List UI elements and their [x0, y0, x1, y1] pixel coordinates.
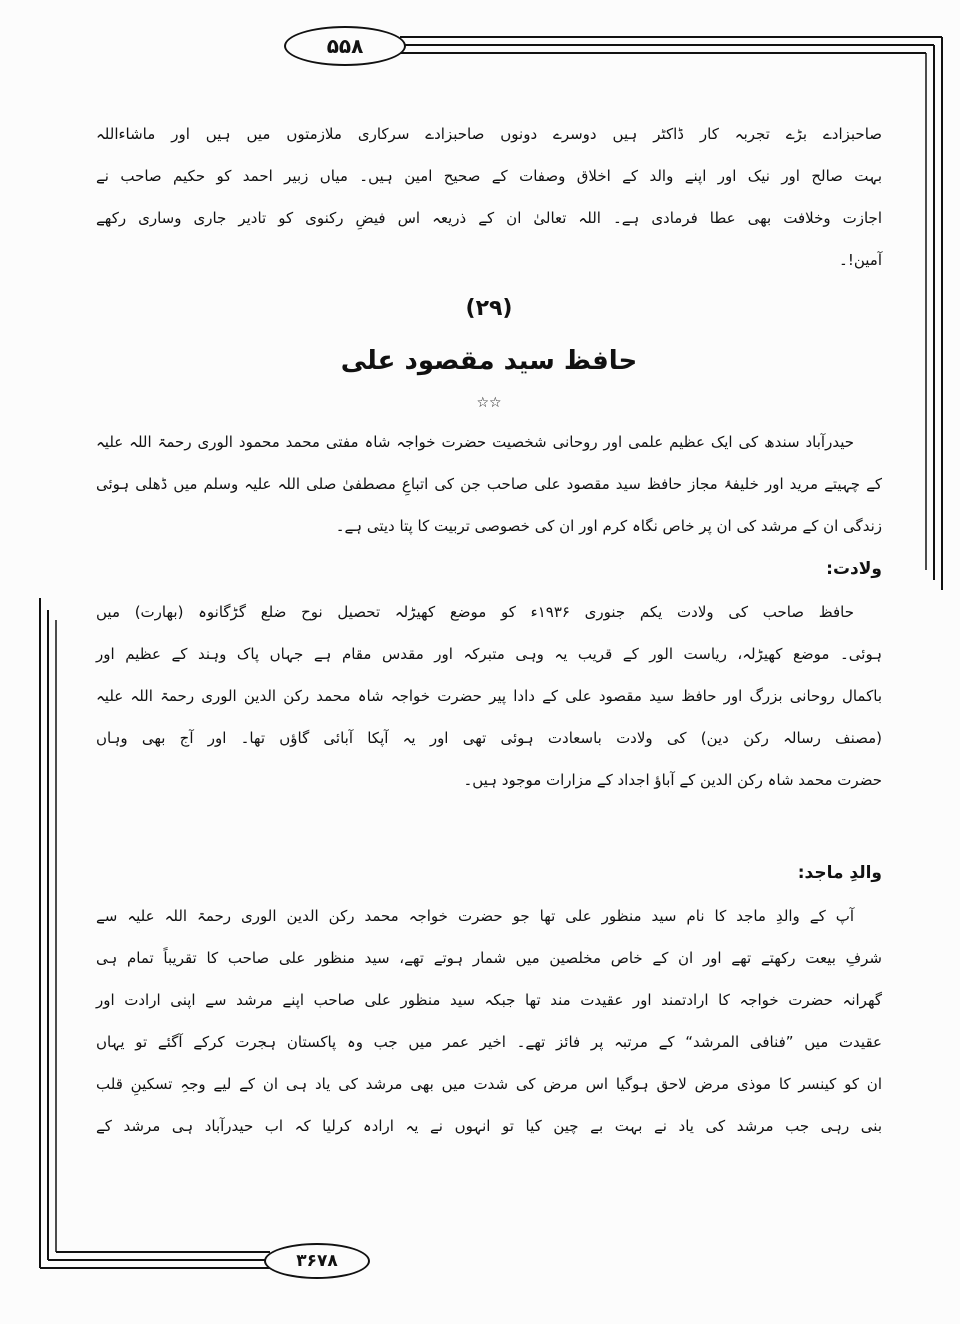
text-line: ان کو کینسر کا موذی مرض لاحق ہوگیا اس مرض کی شدت میں بھی مرشد کی یاد ہی ان کے لیے وجہِ تسکینِ قلب: [96, 1075, 882, 1093]
text-line: عقیدت میں ”فنافی المرشد“ کے مرتبہ پر فائز تھے۔ اخیر عمر میں جب وہ پاکستان ہجرت کرکے آگئے تو یہاں: [96, 1033, 882, 1051]
text-line: بہت صالح اور نیک اور اپنے والد کے اخلاق وصفات کے صحیح امین ہیں۔ میاں زبیر احمد کو حکیم صاحب نے: [96, 167, 882, 185]
father-paragraph: [96, 895, 882, 1147]
text-line: (مصنف رسالہ رکن دین) کی ولادت باسعادت ہوئی تھی اور یہ آپکا آبائی گاؤں تھا۔ اور آج بھی وہاں: [96, 729, 882, 747]
text-line: آپ کے والدِ ماجد کا نام سید منظور علی تھا جو حضرت خواجہ محمد رکن الدین الوری رحمۃ اللہ علیہ سے: [96, 907, 854, 925]
text-line: زندگی ان کے مرشد کی ان پر خاص نگاہ کرم اور ان کی خصوصی تربیت کا پتا دیتی ہے۔: [335, 517, 882, 535]
text-line: کے چہیتے مرید اور خلیفۂ مجاز حافظ سید مقصود علی صاحب جن کی اتباعِ مصطفیٰ صلی اللہ علیہ وسلم میں ڈھلی ہوئی: [96, 475, 882, 493]
text-line: حافظ صاحب کی ولادت یکم جنوری ۱۹۳۶ء کو موضع کھیڑلہ تحصیل نوح ضلع گڑگانوہ (بھارت) میں: [96, 603, 855, 621]
paragraph-2: [96, 421, 882, 547]
page-content: [96, 113, 882, 1147]
text-line: گھرانہ حضرت خواجہ کا ارادتمند اور عقیدت مند تھا جبکہ سید منظور علی صاحب اپنے مرشد سے اپنی ارادت اور: [96, 991, 882, 1009]
text-line: شرفِ بیعت رکھتے تھے اور ان کے خاص مخلصین میں شمار ہوتے تھے، سید منظور علی صاحب کا تقریباً تمام ہی: [96, 949, 882, 967]
text-line: حضرت محمد شاہ رکن الدین کے آباؤ اجداد کے مزارات موجود ہیں۔: [463, 771, 882, 789]
text-line: آمین!۔: [839, 251, 882, 269]
section-title: حافظ سید مقصود علی: [340, 346, 638, 376]
text-line: صاحبزادے بڑے تجربہ کار ڈاکٹر ہیں دوسرے دونوں صاحبزادے سرکاری ملازمتوں میں ہیں اور ماشاءاللہ: [96, 125, 882, 143]
birth-heading: ولادت:: [826, 559, 882, 579]
section-number: (۲۹): [465, 296, 513, 321]
paragraph-1: [96, 113, 882, 281]
text-line: حیدرآباد سندھ کی ایک عظیم علمی اور روحانی شخصیت حضرت خواجہ شاہ مفتی محمد محمود الوری رحمۃ اللہ علیہ: [96, 433, 854, 451]
page-number-bottom: ۳۶۷۸: [264, 1243, 370, 1279]
text-line: باکمال روحانی بزرگ اور حافظ سید مقصود علی کے دادا پیر حضرت خواجہ شاہ محمد رکن الدین الوری رحمۃ اللہ علیہ: [96, 687, 882, 705]
text-line: ہوئی۔ موضع کھیڑلہ، ریاست الور کے قریب یہ وہی متبرکہ اور مقدس مقام ہے جہاں پاک وہند کے عظیم اور: [96, 645, 882, 663]
page-number-top: ۵۵۸: [284, 26, 406, 66]
birth-paragraph: [96, 591, 882, 801]
star-ornament: ☆☆: [476, 395, 502, 411]
text-line: اجازت وخلافت بھی عطا فرمادی ہے۔ اللہ تعالیٰ ان کے ذریعہ اس فیضِ رکنوی کو تادیر جاری وساری رکھے: [96, 209, 882, 227]
text-line: بنی رہی جب مرشد کی یاد نے بہت بے چین کیا تو انہوں نے یہ ارادہ کرلیا کہ اب حیدرآباد ہی مرشد کے: [96, 1117, 882, 1135]
father-heading: والدِ ماجد:: [797, 863, 882, 883]
